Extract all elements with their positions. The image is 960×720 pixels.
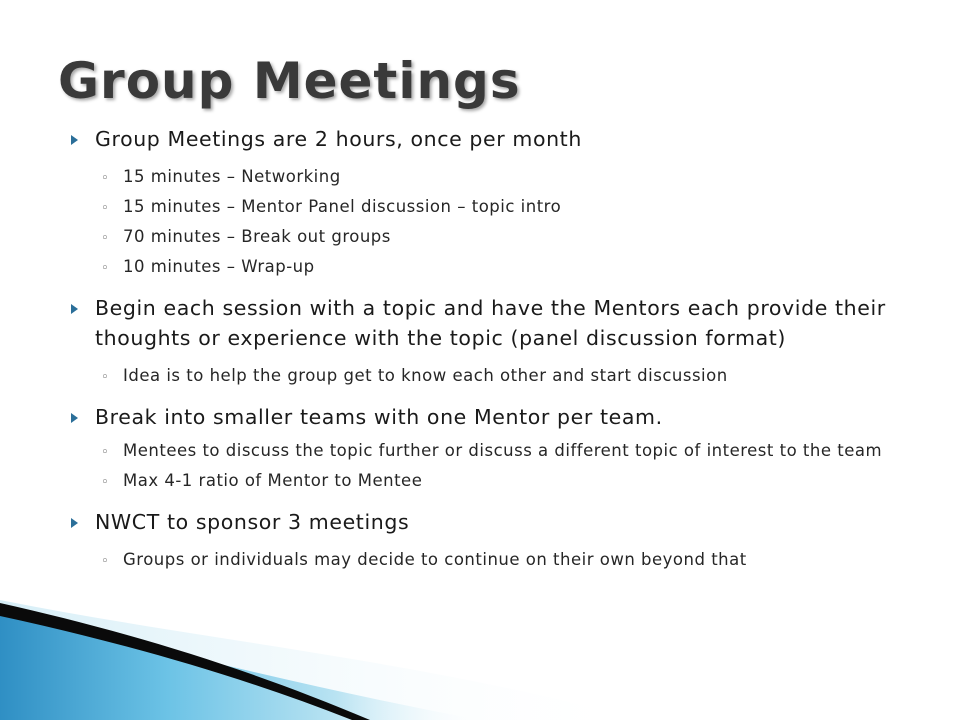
sub-bullet-text: Groups or individuals may decide to continue on their own beyond that (123, 550, 747, 569)
wave-dark-line (0, 603, 370, 720)
bullet-list (68, 124, 918, 579)
arrow-bullet-icon (71, 518, 78, 528)
circle-bullet-icon: ◦ (101, 201, 110, 216)
sub-bullet-item (68, 166, 918, 187)
sub-bullet-text: Idea is to help the group get to know each other and start discussion (123, 366, 728, 385)
circle-bullet-icon: ◦ (101, 171, 110, 186)
arrow-bullet-icon (71, 413, 78, 423)
sub-bullet-item (68, 440, 918, 461)
sub-bullet-item (68, 549, 918, 570)
arrow-bullet-icon (71, 135, 78, 145)
slide-title: Group Meetings (58, 52, 521, 110)
bullet-item (68, 402, 918, 432)
sub-bullet-item (68, 196, 918, 217)
sub-bullet-text: 15 minutes – Mentor Panel discussion – topic intro (123, 197, 562, 216)
circle-bullet-icon: ◦ (101, 370, 110, 385)
circle-bullet-icon: ◦ (101, 445, 110, 460)
circle-bullet-icon: ◦ (101, 554, 110, 569)
arrow-bullet-icon (71, 304, 78, 314)
sub-bullet-item (68, 226, 918, 247)
sub-bullet-text: 70 minutes – Break out groups (123, 227, 391, 246)
bullet-item (68, 293, 918, 353)
sub-bullet-text: Max 4-1 ratio of Mentor to Mentee (123, 471, 423, 490)
sub-bullet-item (68, 365, 918, 386)
bullet-text: Begin each session with a topic and have the Mentors each provide their thoughts or experience with the topic (panel discussion format) (95, 296, 886, 350)
wave-blue-band (0, 610, 480, 720)
bullet-item (68, 124, 918, 154)
wave-light-band (0, 600, 640, 720)
bullet-text: Group Meetings are 2 hours, once per month (95, 127, 582, 151)
bullet-item (68, 507, 918, 537)
sub-bullet-text: 10 minutes – Wrap-up (123, 257, 315, 276)
circle-bullet-icon: ◦ (101, 261, 110, 276)
sub-bullet-item (68, 470, 918, 491)
circle-bullet-icon: ◦ (101, 475, 110, 490)
sub-bullet-text: 15 minutes – Networking (123, 167, 341, 186)
bullet-text: Break into smaller teams with one Mentor per team. (95, 405, 663, 429)
sub-bullet-text: Mentees to discuss the topic further or discuss a different topic of interest to the team (123, 441, 883, 460)
circle-bullet-icon: ◦ (101, 231, 110, 246)
sub-bullet-item (68, 256, 918, 277)
bullet-text: NWCT to sponsor 3 meetings (95, 510, 410, 534)
